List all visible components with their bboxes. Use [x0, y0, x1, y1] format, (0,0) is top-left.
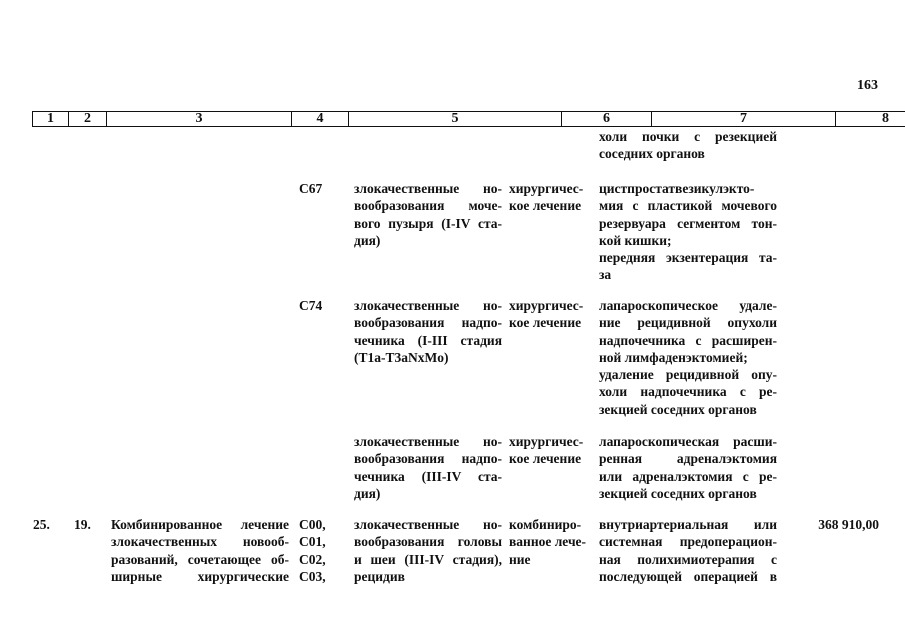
text-line: и шеи (III-IV стадия),: [354, 551, 502, 567]
text-line: вообразования моче-: [354, 198, 502, 214]
text-line: разований, сочетающее об-: [111, 551, 289, 567]
row-1-icd-code: [299, 180, 339, 197]
text-line: злокачественные но-: [354, 517, 502, 532]
page-number: 163: [857, 78, 878, 93]
text-line: ванное лече-: [509, 534, 587, 550]
row-4-treatment-method: [599, 516, 777, 585]
text-line: хирургичес-: [509, 434, 584, 449]
text-line: передняя экзентерация та-: [599, 250, 777, 266]
text-line: внутриартериальная или: [599, 517, 777, 532]
text-line: C67: [299, 181, 323, 196]
row-2-diagnosis: [354, 297, 502, 366]
text-line: C02,: [299, 551, 326, 567]
row-3-diagnosis: [354, 433, 502, 502]
text-line: резервуара сегментом тон-: [599, 215, 777, 231]
text-line: C74: [299, 298, 323, 313]
text-line: вообразования надпо-: [354, 315, 502, 331]
text-line: системная предоперацион-: [599, 534, 777, 550]
text-line: зекцией соседних органов: [599, 401, 757, 417]
text-line: чечника (III-IV ста-: [354, 468, 502, 484]
text-line: ной лимфаденэктомией;: [599, 349, 748, 365]
column-header-4: 4: [292, 112, 349, 127]
column-header-8: 8: [836, 112, 905, 127]
text-line: кое лечение: [509, 451, 582, 467]
text-line: C01,: [299, 534, 326, 550]
column-header-2: 2: [69, 112, 107, 127]
text-line: хирургичес-: [509, 298, 584, 313]
text-line: (T1a-T3aNxMo): [354, 349, 449, 365]
row-0-treatment-method: [599, 128, 777, 163]
text-line: холи почки с резекцией: [599, 129, 777, 144]
row-3-treatment-type: [509, 433, 594, 468]
text-line: вообразования надпо-: [354, 451, 502, 467]
text-line: зекцией соседних органов: [599, 485, 757, 501]
row-4-treatment-type: [509, 516, 594, 568]
header-row: [33, 112, 905, 127]
row-4-number: 25.: [33, 517, 50, 532]
text-line: злокачественных новооб-: [111, 534, 289, 550]
text-line: мия с пластикой мочевого: [599, 198, 777, 214]
text-line: хирургичес-: [509, 181, 584, 196]
text-line: чечника (I-III стадия: [354, 332, 502, 348]
text-line: ная полихимиотерапия с: [599, 551, 777, 567]
text-line: комбиниро-: [509, 517, 582, 532]
text-line: ние рецидивной опухоли: [599, 315, 777, 331]
text-line: лапароскопическая расши-: [599, 434, 777, 449]
text-line: C00,: [299, 517, 326, 532]
text-line: удаление рецидивной опу-: [599, 367, 777, 383]
text-line: холи надпочечника с ре-: [599, 384, 777, 400]
table-header: [32, 111, 905, 127]
row-2-treatment-type: [509, 297, 594, 332]
text-line: Комбинированное лечение: [111, 517, 289, 532]
column-header-5: 5: [349, 112, 562, 127]
text-line: дия): [354, 485, 381, 501]
text-line: C03,: [299, 568, 326, 584]
row-2-icd-code: [299, 297, 339, 314]
text-line: или адреналэктомия с ре-: [599, 468, 777, 484]
column-header-3: 3: [107, 112, 292, 127]
row-4-group-number: 19.: [74, 517, 91, 532]
text-line: лапароскопическое удале-: [599, 298, 777, 313]
text-line: ширные хирургические: [111, 568, 289, 584]
row-4-care-profile: [111, 516, 289, 585]
text-line: за: [599, 267, 612, 283]
text-line: вого пузыря (I-IV ста-: [354, 215, 502, 231]
text-line: последующей операцией в: [599, 568, 777, 584]
row-1-treatment-type: [509, 180, 594, 215]
text-line: цистпростатвезикулэкто-: [599, 181, 755, 196]
text-line: вообразования головы: [354, 534, 502, 550]
text-line: надпочечника с расширен-: [599, 332, 777, 348]
column-header-7: 7: [652, 112, 836, 127]
row-3-treatment-method: [599, 433, 777, 502]
column-header-1: 1: [33, 112, 69, 127]
row-1-treatment-method: [599, 180, 777, 284]
column-header-6: 6: [562, 112, 652, 127]
row-4-cost: 368 910,00: [818, 517, 879, 532]
text-line: кой кишки;: [599, 232, 672, 248]
text-line: дия): [354, 232, 381, 248]
text-line: рецидив: [354, 568, 405, 584]
text-line: ренная адреналэктомия: [599, 451, 777, 467]
row-2-treatment-method: [599, 297, 777, 418]
text-line: злокачественные но-: [354, 181, 502, 196]
text-line: злокачественные но-: [354, 434, 502, 449]
text-line: кое лечение: [509, 315, 582, 331]
text-line: злокачественные но-: [354, 298, 502, 313]
text-line: ние: [509, 551, 531, 567]
text-line: соседних органов: [599, 146, 705, 162]
row-1-diagnosis: [354, 180, 502, 249]
row-4-icd-code: [299, 516, 339, 585]
text-line: кое лечение: [509, 198, 582, 214]
row-4-diagnosis: [354, 516, 502, 585]
